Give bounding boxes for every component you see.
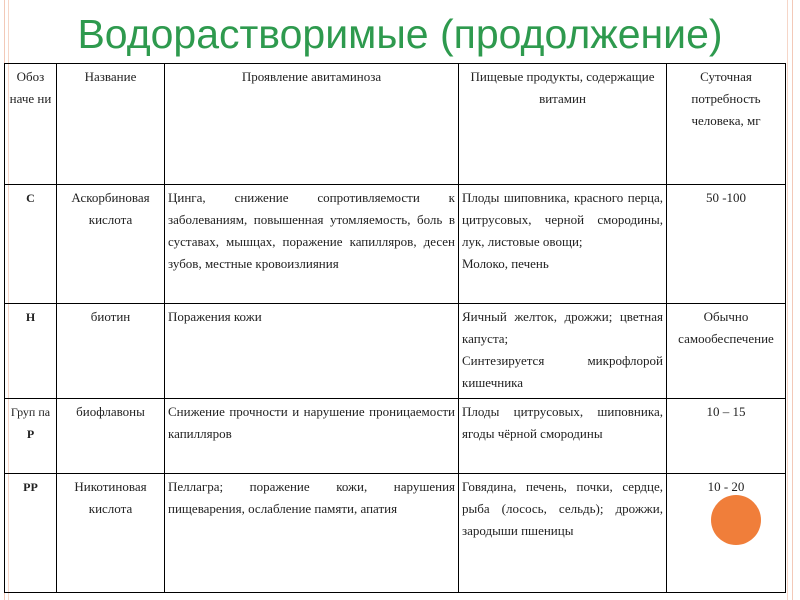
decorative-orange-circle	[711, 495, 761, 545]
cell-foods-line: Плоды шиповника, красного перца, цитрусовых, черной смородины, лук, листовые овощи;	[462, 190, 663, 249]
table-header-row	[5, 64, 786, 185]
cell-symbol-letter: Р	[26, 427, 35, 441]
cell-daily: 10 – 15	[667, 399, 786, 474]
cell-name: биотин	[57, 304, 165, 399]
cell-symbol: Н	[5, 304, 57, 399]
table-row	[5, 399, 786, 474]
cell-daily: Обычно самообеспечение	[667, 304, 786, 399]
cell-foods-line: Синтезируется микрофлорой кишечника	[462, 353, 663, 390]
cell-foods: Говядина, печень, почки, сердце, рыба (лосось, сельдь); дрожжи, зародыши пшеницы	[459, 474, 667, 593]
cell-symptoms: Цинга, снижение сопротивляемости к заболеваниям, повышенная утомляемость, боль в суставах, мышцах, поражение капилляров, десен зубов, местные кровоизлияния	[165, 185, 459, 304]
frame-line-right-inner	[787, 0, 788, 600]
cell-daily: 50 -100	[667, 185, 786, 304]
header-daily: Суточная потребность человека, мг	[667, 64, 786, 185]
cell-foods: Плоды цитрусовых, шиповника, ягоды чёрной смородины	[459, 399, 667, 474]
header-symptoms: Проявление авитаминоза	[165, 64, 459, 185]
slide-title: Водорастворимые (продолжение)	[77, 11, 723, 57]
cell-daily: 10 - 20	[667, 474, 786, 593]
cell-foods	[459, 185, 667, 304]
cell-symbol	[5, 399, 57, 474]
table-row	[5, 474, 786, 593]
frame-line-right-outer	[792, 0, 793, 600]
cell-symptoms: Снижение прочности и нарушение проницаемости капилляров	[165, 399, 459, 474]
cell-name: Аскорбиновая кислота	[57, 185, 165, 304]
cell-foods-line: Яичный желток, дрожжи; цветная капуста;	[462, 309, 663, 346]
cell-symptoms: Пеллагра; поражение кожи, нарушения пищеварения, ослабление памяти, апатия	[165, 474, 459, 593]
cell-symbol: РР	[5, 474, 57, 593]
cell-symbol: С	[5, 185, 57, 304]
cell-name: Никотиновая кислота	[57, 474, 165, 593]
vitamins-table	[4, 63, 786, 593]
cell-foods	[459, 304, 667, 399]
cell-foods-line: Молоко, печень	[462, 256, 549, 271]
table-row	[5, 304, 786, 399]
cell-name: биофлавоны	[57, 399, 165, 474]
table-row	[5, 185, 786, 304]
header-symbol: Обоз наче ни	[5, 64, 57, 185]
cell-symptoms: Поражения кожи	[165, 304, 459, 399]
header-foods: Пищевые продукты, содержащие витамин	[459, 64, 667, 185]
header-name: Название	[57, 64, 165, 185]
cell-symbol-prefix: Груп па	[10, 405, 51, 419]
